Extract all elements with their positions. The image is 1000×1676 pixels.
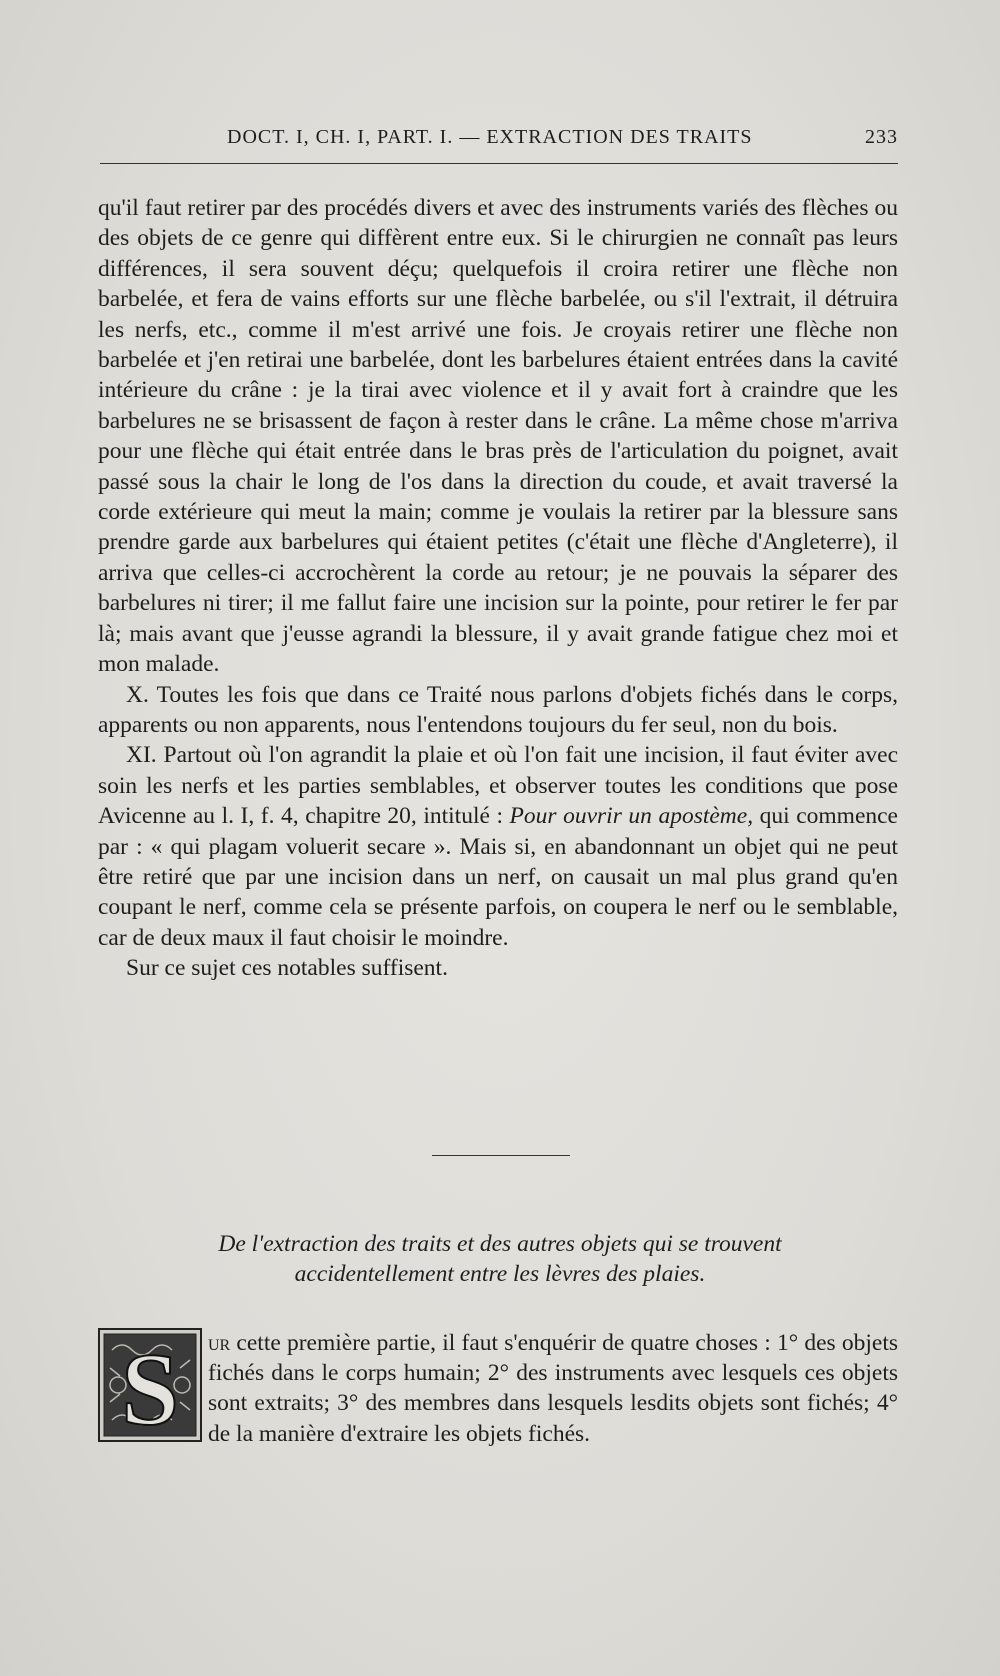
page-number: 233 [865, 126, 898, 148]
dropcap-ornament-icon [98, 1328, 202, 1442]
body-text [98, 193, 898, 984]
paragraph-closing: Sur ce sujet ces notables suffisent. [126, 955, 448, 982]
header-rule [100, 163, 898, 164]
paragraph-xi [98, 740, 898, 953]
paragraph-x: X. Toutes les fois que dans ce Traité nous parlons d'objets fichés dans le corps, apparents ou non apparents, nous l'entendons toujours du fer seul, non du bois. [98, 681, 898, 738]
paragraph-continued: qu'il faut retirer par des procédés divers et avec des instruments variés des flèches ou des objets de ce genre qui diffèrent entre eux. Si le chirurgien ne connaît pas leurs différences, il sera souvent déçu; quelquefois il croira retirer une flèche non barbelée, et fera de vains efforts sur une flèche barbelée, ou s'il l'extrait, il détruira les nerfs, etc., comme il m'est arrivé une fois. Je croyais retirer une flèche non barbelée et j'en retirai une barbelée, dont les barbelures étaient entrées dans la cavité intérieure du crâne : je la tirai avec violence et il y avait fort à craindre que les barbelures ne se brisassent de façon à rester dans le crâne. La même chose m'arriva pour une flèche qui était entrée dans le bras près de l'articulation du poignet, avait passé sous la chair le long de l'os dans la direction du coude, et avait traversé la corde extérieure qui meut la main; comme je voulais la retirer par la blessure sans prendre garde aux barbelures qui étaient petites (c'était une flèche d'Angleterre), il arriva que celles-ci accrochèrent la corde au retour; je ne pouvais la séparer des barbelures ni tirer; il me fallut faire une incision sur la pointe, pour retirer le fer par là; mais avant que j'eusse agrandi la blessure, il y avait grande fatigue chez moi et mon malade. [98, 195, 898, 678]
section-paragraph [98, 1328, 898, 1449]
first-word-smallcaps: ur [208, 1330, 231, 1356]
ornamental-dropcap [98, 1328, 202, 1442]
paragraph-xi-italic-title: Pour ouvrir un apostème, [509, 803, 754, 830]
section-heading [130, 1229, 870, 1289]
section-heading-line-1: De l'extraction des traits et des autres objets qui se trouvent [218, 1231, 782, 1257]
section-heading-line-2: accidentellement entre les lèvres des plaies. [294, 1261, 706, 1287]
paragraph-xi-text-b: qui commence par : « qui plagam voluerit secare ». Mais si, en abandonnant un objet qui ne peut être retiré que par une incision dans un nerf, on causait un mal plus grand qu'en coupant le nerf, comme cela se présente parfois, on coupera le nerf ou le semblable, car de deux maux il faut choisir le moindre. [98, 803, 898, 951]
running-title: DOCT. I, CH. I, PART. I. — EXTRACTION DES TRAITS [227, 126, 753, 148]
paragraph-xi-text-a: XI. Partout où l'on agrandit la plaie et où l'on fait une incision, il faut éviter avec soin les nerfs et les parties semblables, et observer toutes les conditions que pose Avicenne au l. I, f. 4, chapitre 20, intitulé : [98, 742, 898, 830]
section-separator [432, 1155, 570, 1156]
dropcap-letter: S [121, 1332, 179, 1442]
section-paragraph-text: cette première partie, il faut s'enquérir de quatre choses : 1° des objets fichés dans le corps humain; 2° des instruments avec lesquels ces objets sont extraits; 3° des membres dans lesquels lesdits objets sont fichés; 4° de la manière d'extraire les objets fichés. [208, 1330, 898, 1447]
